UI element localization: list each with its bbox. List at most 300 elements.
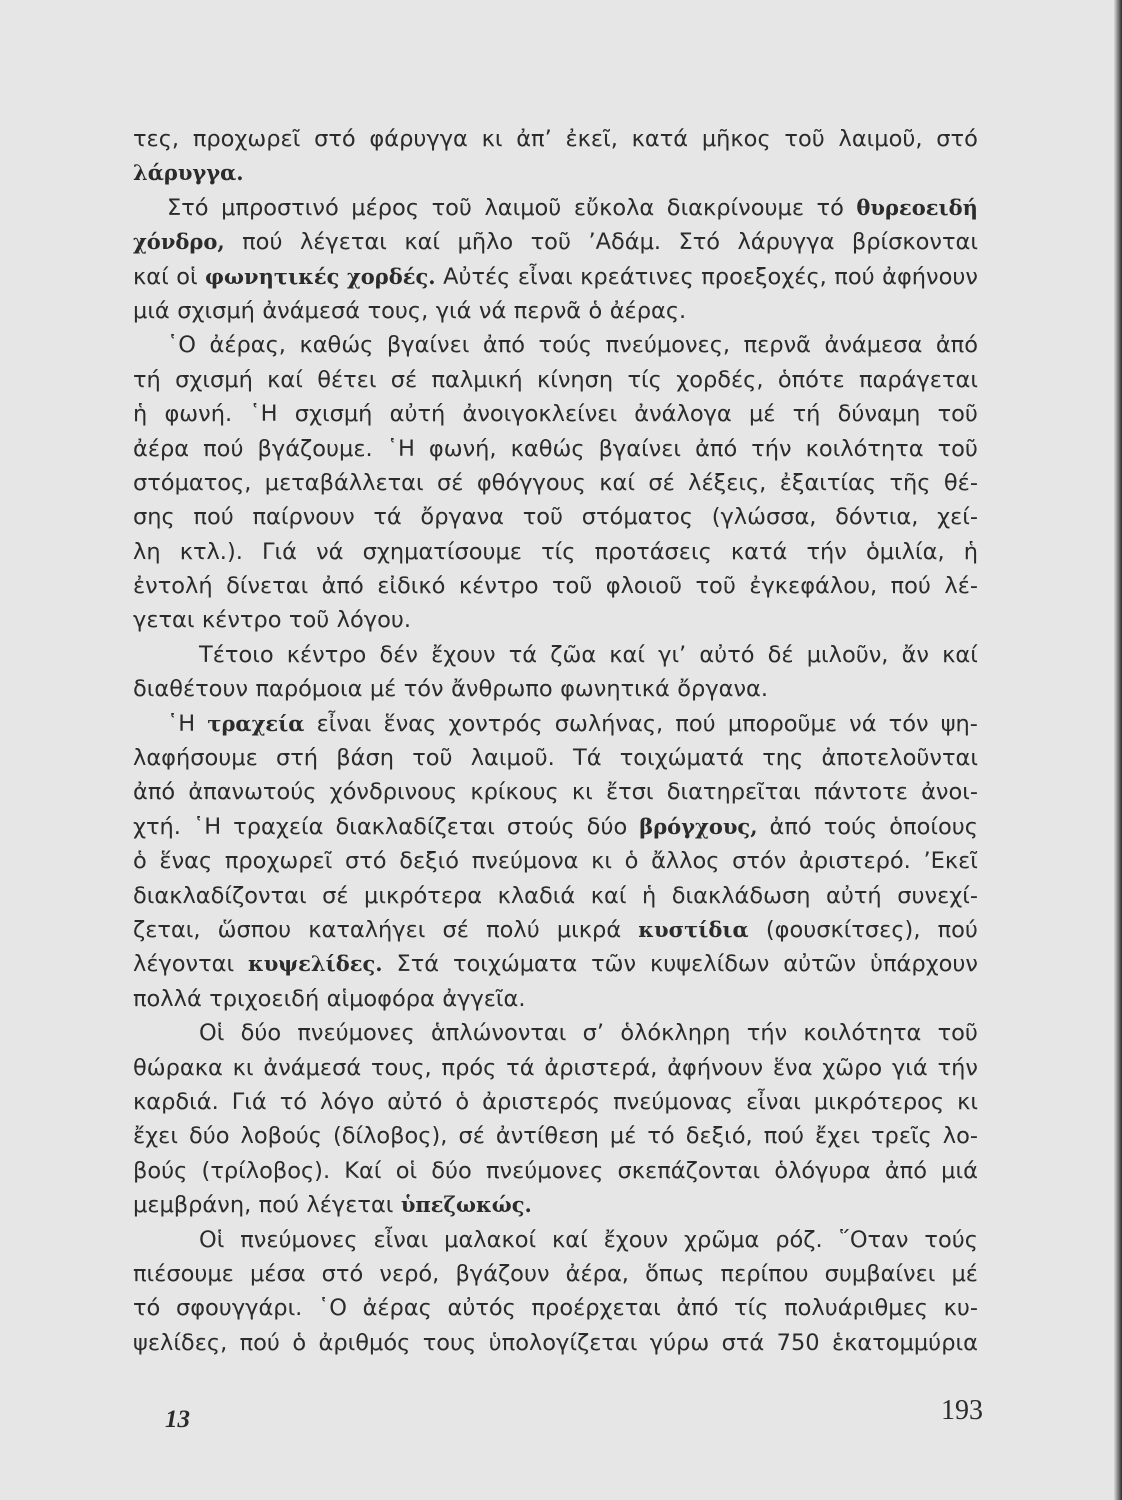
text-line <box>133 397 978 431</box>
word: τίς <box>541 538 576 565</box>
word: δίνεται <box>226 573 309 600</box>
word: στόν <box>732 848 787 875</box>
text-line <box>133 294 978 328</box>
word: τρεῖς <box>870 1123 932 1150</box>
text-line <box>133 569 978 603</box>
bold-term: κυστίδια <box>638 916 749 942</box>
word: κτλ.). <box>179 538 243 565</box>
word: πού <box>890 573 931 600</box>
word: σέ <box>442 916 469 943</box>
word: λόγου. <box>336 607 412 634</box>
word: χεί- <box>937 504 978 531</box>
word: ἀέρας. <box>609 297 687 324</box>
word: μέρος <box>351 194 420 221</box>
word: δέ <box>767 641 794 668</box>
word: καί <box>609 641 645 668</box>
word: ἀφήνουν <box>667 1054 764 1081</box>
text-line <box>133 1085 978 1119</box>
word: ἀριστερά, <box>544 1054 658 1081</box>
word: διακλαδίζονται <box>133 882 307 909</box>
word: (γλώσσα, <box>711 504 817 531</box>
word: τήν <box>746 1020 788 1047</box>
word: συμβαίνει <box>824 1260 936 1287</box>
word: ἡ <box>963 538 978 565</box>
word: πολύ <box>486 916 540 943</box>
word: κι <box>232 1054 254 1081</box>
word: τοῦ <box>412 745 453 772</box>
word: διακλαδίζεται <box>335 813 495 840</box>
word: βγαίνει <box>598 435 682 462</box>
word: ἀπό <box>695 435 738 462</box>
word: βούς <box>133 1157 188 1184</box>
word: μπροστινό <box>221 194 339 221</box>
word: μιά <box>133 297 170 324</box>
word: χρῶμα <box>684 1226 760 1253</box>
word: διακλάδωση <box>671 882 811 909</box>
word: πνεύμονες <box>486 1157 604 1184</box>
word: Οἱ <box>199 1020 225 1047</box>
word: ἀπό <box>884 1157 927 1184</box>
word: ῾Ο <box>317 1295 347 1322</box>
word: παλμική <box>431 366 523 393</box>
word: ὁποίους <box>889 813 978 840</box>
word: τοιχώματα <box>452 951 578 978</box>
word: πρός <box>441 1054 497 1081</box>
word: ζεται, <box>133 916 201 943</box>
word: ῾Η <box>249 401 278 428</box>
text-line <box>133 1223 978 1257</box>
word: ὄργανα. <box>677 676 769 703</box>
word: τοῦ <box>695 573 736 600</box>
word: ἀνάλογα <box>634 401 732 428</box>
word: θέτει <box>317 366 377 393</box>
word: ἔχει <box>133 1123 178 1150</box>
word: πού <box>763 1123 805 1150</box>
word: πού <box>203 435 244 462</box>
text-line <box>133 707 978 741</box>
word: πού <box>239 1329 280 1356</box>
word: εἶναι <box>373 1226 429 1253</box>
word: Καί <box>344 1157 382 1184</box>
word: πνεύμονα <box>471 848 579 875</box>
word: (τρίλοβος). <box>201 1157 331 1184</box>
word: βγάζουμε. <box>257 435 373 462</box>
bold-term: χόνδρο, <box>133 229 225 255</box>
word: τή <box>133 366 161 393</box>
word: τοῦ <box>784 126 825 152</box>
word: ἀριθμός <box>318 1329 411 1356</box>
word: μικρότερος <box>813 1088 945 1115</box>
text-line <box>133 810 978 844</box>
word: λοβούς <box>240 1123 322 1150</box>
text-line <box>133 603 978 637</box>
word: στό <box>314 126 356 152</box>
word: βγαίνει <box>386 332 470 359</box>
bold-term: βρόγχους, <box>639 813 758 839</box>
word: της <box>762 745 804 772</box>
word: διακρίνουμε <box>666 194 804 221</box>
word: λέ- <box>944 573 978 600</box>
word: φωνή. <box>164 401 233 428</box>
word: ὁμιλία, <box>865 538 945 565</box>
word: ἀγγεῖα. <box>442 985 526 1012</box>
word: σέ <box>322 882 349 909</box>
word: ἀπό <box>769 813 812 840</box>
text-line <box>133 741 978 775</box>
word: καταλήγει <box>308 916 426 943</box>
word: καρδιά. <box>133 1088 219 1115</box>
word: αὐτή <box>826 882 882 909</box>
word: οἱ <box>176 263 198 290</box>
word: φθόγγους <box>476 469 586 496</box>
word: ἀπ’ <box>516 126 552 152</box>
word: εἶναι <box>316 710 372 737</box>
word: τήν <box>806 538 847 565</box>
word: ἀριστερός <box>482 1088 601 1115</box>
word: μῆλο <box>457 229 514 256</box>
word: ὁ <box>624 848 639 875</box>
word: περνᾶ <box>743 332 811 359</box>
word: μῆκος <box>701 126 771 152</box>
word: τραχεία <box>233 813 324 840</box>
text-line <box>133 1051 978 1085</box>
word: λαιμοῦ. <box>470 745 555 772</box>
word: σχισμή <box>175 366 253 393</box>
word: σης <box>133 504 175 531</box>
word: στό <box>936 126 978 152</box>
word: τόν <box>888 710 929 737</box>
text-line <box>133 535 978 569</box>
word: παρόμοια <box>255 676 363 703</box>
text-line <box>133 638 978 672</box>
word: ὁπότε <box>777 366 845 393</box>
word: τοῦ <box>551 573 593 600</box>
bold-term: θυρεοειδή <box>856 194 978 220</box>
word: λαιμοῦ, <box>838 126 923 152</box>
word: προεξοχές, <box>701 263 827 290</box>
word: ἀνάμεσα <box>824 332 923 359</box>
bold-term: τραχεία <box>207 710 305 736</box>
word: Γιά <box>262 538 297 565</box>
word: ὥσπου <box>217 916 292 943</box>
word: κι <box>571 779 593 806</box>
word: κρίκους <box>470 779 559 806</box>
word: βάση <box>336 745 394 772</box>
word: ἐξαιτίας <box>779 469 877 496</box>
word: χοντρός <box>448 710 543 737</box>
text-line <box>133 844 978 878</box>
word: μέ <box>748 401 776 428</box>
word: ψη- <box>940 710 978 737</box>
word: ἄνθρωπο <box>451 676 553 703</box>
word: ζῶα <box>550 641 597 668</box>
word: πολυάριθμες <box>784 1295 928 1322</box>
word: ἕνα <box>772 1054 813 1081</box>
word: τό <box>816 194 844 221</box>
word: εὔκολα <box>573 194 655 221</box>
word: κι <box>957 1088 978 1115</box>
word: κι <box>591 848 612 875</box>
word: τοῦ <box>431 194 472 221</box>
word: ἀποτελοῦνται <box>821 745 978 772</box>
text-line <box>133 947 978 981</box>
page-edge-shadow <box>1114 0 1122 1500</box>
word: ἄλλος <box>651 848 720 875</box>
word: τοῦ <box>937 401 978 428</box>
word: φωνητικά <box>560 676 670 703</box>
word: ἔτσι <box>605 779 654 806</box>
text-line <box>133 225 978 259</box>
word: μέ <box>951 1260 978 1287</box>
word: μιλοῦν, <box>806 641 889 668</box>
text-line <box>133 363 978 397</box>
word: τό <box>133 1295 161 1322</box>
word: στό <box>321 1260 364 1287</box>
text-line <box>133 500 978 534</box>
word: καί <box>590 882 627 909</box>
bold-term: ὑπεζωκώς. <box>400 1192 532 1218</box>
word: κίνηση <box>536 366 614 393</box>
word: τίς <box>734 1295 769 1322</box>
word: ὁ <box>292 1329 307 1356</box>
word: λέγονται <box>133 951 235 978</box>
word: πνεύμονες <box>297 1020 415 1047</box>
word: ἐγκεφάλου, <box>749 573 878 600</box>
word: φωνή, <box>428 435 497 462</box>
word: προτάσεις <box>594 538 712 565</box>
word: σκεπάζονται <box>617 1157 761 1184</box>
word: σχισμή <box>177 297 255 324</box>
word: μεμβράνη, <box>133 1192 252 1219</box>
word: τήν <box>751 435 792 462</box>
word: μέ <box>609 1123 637 1150</box>
word: πού <box>193 504 234 531</box>
word: 750 <box>776 1329 820 1356</box>
word: ψελίδες, <box>133 1329 228 1356</box>
word: νά <box>849 710 877 737</box>
word: ἀνοιγοκλείνει <box>462 401 618 428</box>
word: τοῦ <box>522 504 564 531</box>
word: λαιμοῦ <box>484 194 562 221</box>
word: πού <box>675 710 716 737</box>
text-line <box>133 1257 978 1291</box>
word: τριχοειδή <box>209 985 320 1012</box>
word: τήν <box>937 1054 978 1081</box>
word: συνεχί- <box>897 882 978 909</box>
body-text <box>133 122 978 1360</box>
word: ἀέρα <box>133 435 190 462</box>
word: ὁ <box>133 848 147 875</box>
bold-term: κυψελίδες. <box>248 951 383 977</box>
word: φάρυγγα <box>369 126 468 152</box>
word: στό <box>344 848 387 875</box>
word: εἶναι <box>746 1088 801 1115</box>
word: πάντοτε <box>813 779 908 806</box>
word: αὐτό <box>699 641 755 668</box>
text-line <box>133 1016 978 1050</box>
word: Αὐτές <box>443 263 511 290</box>
word: προέρχεται <box>531 1295 661 1322</box>
word: Οἱ <box>199 1226 225 1253</box>
word: σέ <box>437 469 464 496</box>
text-line <box>133 1154 978 1188</box>
word: ἐκεῖ, <box>565 126 618 152</box>
word: ῞Οταν <box>838 1226 909 1253</box>
word: ἔχει <box>815 1123 860 1150</box>
word: εἰδικό <box>377 573 446 600</box>
word: ὁ <box>588 297 603 324</box>
word: λέξεις, <box>688 469 767 496</box>
word: κατά <box>730 538 788 565</box>
word: τῶν <box>591 951 637 978</box>
word: τους <box>422 1329 477 1356</box>
word: ἀπό <box>133 779 176 806</box>
word: τά <box>373 504 402 531</box>
word: μποροῦμε <box>727 710 837 737</box>
word: θώρακα <box>133 1054 223 1081</box>
word: ἀέρας <box>362 1295 432 1322</box>
word: ὑπάρχουν <box>869 951 978 978</box>
word: λη <box>133 538 161 565</box>
text-line <box>133 672 978 706</box>
word: τίς <box>627 366 662 393</box>
word: οἱ <box>395 1157 418 1184</box>
word: χῶρο <box>822 1054 883 1081</box>
word: ὑπολογίζεται <box>488 1329 638 1356</box>
signature-mark: 13 <box>165 1406 190 1433</box>
word: πολλά <box>133 985 202 1012</box>
word: μιά <box>941 1157 978 1184</box>
text-line <box>133 982 978 1016</box>
word: ἐντολή <box>133 573 213 600</box>
word: πνεύμονες <box>240 1226 358 1253</box>
word: μέσα <box>249 1260 306 1287</box>
word: χορδές, <box>676 366 764 393</box>
word: πιέσουμε <box>133 1260 234 1287</box>
word: ἔχουν <box>603 1226 669 1253</box>
word: ἀνάμεσά <box>262 297 361 324</box>
word: τους, <box>367 297 429 324</box>
word: τους, <box>371 1054 432 1081</box>
text-line <box>133 1291 978 1325</box>
word: τούς <box>924 1226 978 1253</box>
word: θέ- <box>943 469 978 496</box>
word: καί <box>552 1226 588 1253</box>
text-line <box>133 775 978 809</box>
word: σχισμή <box>294 401 373 428</box>
word: ἕνας <box>383 710 437 737</box>
word: τοιχώματά <box>619 745 745 772</box>
word: τοῦ <box>288 607 330 634</box>
word: στόματος, <box>133 469 252 496</box>
word: ὁλόκληρη <box>620 1020 731 1047</box>
word: ἡ <box>133 401 148 428</box>
word: ἀντίθεση <box>495 1123 599 1150</box>
word: γύρω <box>649 1329 710 1356</box>
word: τόν <box>403 676 444 703</box>
word: καί <box>942 641 978 668</box>
word: παράγεται <box>858 366 978 393</box>
word: Τά <box>572 745 602 772</box>
word: τό <box>279 1088 308 1115</box>
word: ὁλόγυρα <box>774 1157 871 1184</box>
word: ἀνάμεσά <box>263 1054 362 1081</box>
word: αὐτῶν <box>783 951 857 978</box>
word: δέν <box>379 641 418 668</box>
word: αἱμοφόρα <box>326 985 435 1012</box>
word: σφουγγάρι. <box>175 1295 303 1322</box>
word: σωλήνας, <box>554 710 664 737</box>
word: ἀπανωτούς <box>188 779 317 806</box>
word: στή <box>275 745 319 772</box>
word: κέντρο <box>458 573 539 600</box>
word: νά <box>316 538 344 565</box>
word: περνᾶ <box>513 297 582 324</box>
word: τῆς <box>889 469 931 496</box>
word: τούς <box>823 813 878 840</box>
word: εἶναι <box>517 263 573 290</box>
text-line <box>133 191 978 225</box>
word: ἀφήνουν <box>882 263 978 290</box>
word: δύναμη <box>837 401 921 428</box>
text-line <box>133 328 978 362</box>
word: ῾Ο <box>167 332 196 359</box>
word: καί <box>404 229 441 256</box>
word: ἀπό <box>935 332 978 359</box>
word: σέ <box>648 469 675 496</box>
bold-term: χορδές. <box>346 263 436 289</box>
word: ἀέρα, <box>565 1260 629 1287</box>
word: διαθέτουν <box>133 676 249 703</box>
word: στούς <box>506 813 575 840</box>
word: ἀπό <box>482 332 526 359</box>
word: τά <box>506 1054 535 1081</box>
word: λέγεται <box>306 1192 394 1219</box>
text-line <box>133 913 978 947</box>
word: στά <box>721 1329 765 1356</box>
word: προχωρεῖ <box>192 126 301 152</box>
word: πού <box>834 263 875 290</box>
text-line <box>133 1326 978 1360</box>
word: αὐτός <box>447 1295 516 1322</box>
word: ῾Η <box>386 435 415 462</box>
word: κέντρο <box>286 641 367 668</box>
word: στόματος <box>581 504 693 531</box>
word: πνεύμονες, <box>605 332 731 359</box>
word: κλαδιά <box>497 882 576 909</box>
word: χόνδρινους <box>329 779 458 806</box>
word: ὅπως <box>645 1260 705 1287</box>
bold-term: φωνητικές <box>205 263 340 289</box>
word: ’Εκεῖ <box>923 848 978 875</box>
word: δύο <box>240 1020 282 1047</box>
word: τή <box>792 401 821 428</box>
word: ἀριστερό. <box>798 848 911 875</box>
word: Στό <box>678 229 721 256</box>
word: ῾Η <box>167 710 196 737</box>
word: δόντια, <box>835 504 919 531</box>
word: καί <box>133 263 169 290</box>
word: νερό, <box>379 1260 440 1287</box>
word: ὁ <box>455 1088 470 1115</box>
text-line <box>133 432 978 466</box>
word: καθώς <box>510 435 585 462</box>
word: (δίλοβος), <box>332 1123 448 1150</box>
word: λο- <box>942 1123 978 1150</box>
word: μικρά <box>556 916 622 943</box>
word: ἀέρας, <box>209 332 286 359</box>
word: σέ <box>458 1123 485 1150</box>
